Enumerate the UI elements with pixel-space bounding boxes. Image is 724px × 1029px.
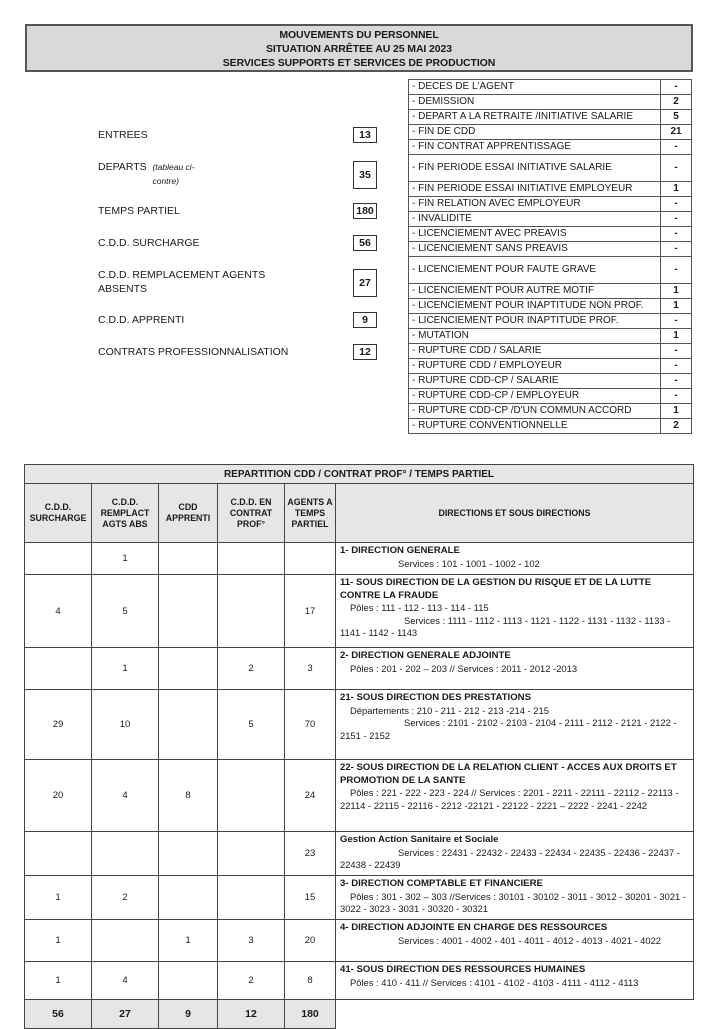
departs-row xyxy=(409,182,692,197)
header-scope: SERVICES SUPPORTS ET SERVICES DE PRODUCTION xyxy=(222,57,496,69)
direction-row xyxy=(25,760,694,832)
departs-reason: - RUPTURE CDD / SALARIE xyxy=(409,344,661,359)
departs-row xyxy=(409,284,692,299)
departs-reason: - LICENCIEMENT POUR FAUTE GRAVE xyxy=(409,257,661,284)
count-cell xyxy=(25,832,92,876)
direction-title: 4- DIRECTION ADJOINTE EN CHARGE DES RESSOURCES xyxy=(340,922,608,933)
direction-row xyxy=(25,575,694,648)
departs-row xyxy=(409,314,692,329)
departs-row xyxy=(409,197,692,212)
departs-reason: - INVALIDITE xyxy=(409,212,661,227)
direction-title: 2- DIRECTION GENERALE ADJOINTE xyxy=(340,650,511,661)
departs-count: 1 xyxy=(661,284,692,299)
count-cell: 1 xyxy=(25,920,92,962)
departs-row xyxy=(409,155,692,182)
direction-description xyxy=(336,920,694,962)
departs-reason: - FIN CONTRAT APPRENTISSAGE xyxy=(409,140,661,155)
direction-services: Services : 1111 - 1112 - 1113 - 1121 - 1122 - 1131 - 1132 - 1133 - 1141 - 1142 - 1143 xyxy=(340,614,671,638)
departs-row xyxy=(409,404,692,419)
departs-count: - xyxy=(661,155,692,182)
empty-cell xyxy=(336,1000,694,1029)
departs-count: 1 xyxy=(661,299,692,314)
count-cell xyxy=(25,543,92,575)
count-cell: 20 xyxy=(285,920,336,962)
direction-title: 11- SOUS DIRECTION DE LA GESTION DU RISQUE ET DE LA LUTTE CONTRE LA FRAUDE xyxy=(340,577,652,601)
direction-title: 21- SOUS DIRECTION DES PRESTATIONS xyxy=(340,692,532,703)
departs-row xyxy=(409,242,692,257)
departs-row xyxy=(409,299,692,314)
summary-value: 180 xyxy=(353,203,377,219)
summary-note: (tableau ci-contre) xyxy=(152,162,195,186)
departs-count: 1 xyxy=(661,182,692,197)
departs-count: 2 xyxy=(661,95,692,110)
departs-count: - xyxy=(661,140,692,155)
count-cell: 23 xyxy=(285,832,336,876)
count-cell xyxy=(159,876,218,920)
direction-title: Gestion Action Sanitaire et Sociale xyxy=(340,834,499,845)
count-cell xyxy=(159,575,218,648)
departs-row xyxy=(409,419,692,434)
direction-services: Pôles : 111 - 112 - 113 - 114 - 115 xyxy=(350,602,489,613)
count-cell xyxy=(159,648,218,690)
departs-reason: - DECES DE L'AGENT xyxy=(409,80,661,95)
column-header: DIRECTIONS ET SOUS DIRECTIONS xyxy=(336,484,694,543)
direction-description xyxy=(336,648,694,690)
count-cell: 8 xyxy=(285,962,336,1000)
direction-services: Services : 2101 - 2102 - 2103 - 2104 - 2111 - 2112 - 2121 - 2122 - 2151 - 2152 xyxy=(340,717,677,741)
departs-row xyxy=(409,227,692,242)
direction-description xyxy=(336,543,694,575)
direction-services: Services : 4001 - 4002 - 401 - 4011 - 4012 - 4013 - 4021 - 4022 xyxy=(398,934,662,946)
summary-label: C.D.D. REMPLACEMENT AGENTS ABSENTS xyxy=(98,269,266,295)
departs-reason: - LICENCIEMENT POUR INAPTITUDE PROF. xyxy=(409,314,661,329)
total-cell: 180 xyxy=(285,1000,336,1029)
departs-reason: - RUPTURE CDD / EMPLOYEUR xyxy=(409,359,661,374)
direction-services: Pôles : 201 - 202 – 203 // Services : 2011 - 2012 -2013 xyxy=(350,662,578,674)
departs-reason: - FIN DE CDD xyxy=(409,125,661,140)
departs-count: 1 xyxy=(661,404,692,419)
summary-label: TEMPS PARTIEL xyxy=(98,205,180,217)
departs-count: 1 xyxy=(661,329,692,344)
direction-row xyxy=(25,962,694,1000)
departs-count: - xyxy=(661,344,692,359)
direction-services: Pôles : 301 - 302 – 303 //Services : 30101 - 30102 - 3011 - 3012 - 30201 - 3021 - 3022 - 3023 - 3031 - 30320 - 30321 xyxy=(340,890,686,914)
direction-row xyxy=(25,648,694,690)
summary-label: ENTREES xyxy=(98,129,148,141)
count-cell xyxy=(218,876,285,920)
direction-description xyxy=(336,575,694,648)
departs-reason: - RUPTURE CDD-CP / EMPLOYEUR xyxy=(409,389,661,404)
direction-title: 3- DIRECTION COMPTABLE ET FINANCIERE xyxy=(340,878,543,889)
count-cell: 29 xyxy=(25,690,92,760)
count-cell: 2 xyxy=(92,876,159,920)
count-cell xyxy=(159,690,218,760)
departs-reason: - LICENCIEMENT SANS PREAVIS xyxy=(409,242,661,257)
departs-count: 5 xyxy=(661,110,692,125)
direction-description xyxy=(336,962,694,1000)
repartition-title: REPARTITION CDD / CONTRAT PROF° / TEMPS PARTIEL xyxy=(25,465,694,484)
total-cell: 56 xyxy=(25,1000,92,1029)
departs-count: - xyxy=(661,314,692,329)
direction-row xyxy=(25,832,694,876)
total-cell: 12 xyxy=(218,1000,285,1029)
departs-table xyxy=(408,79,692,434)
count-cell: 3 xyxy=(218,920,285,962)
summary-label: DEPARTS (tableau ci-contre) xyxy=(98,160,298,188)
count-cell xyxy=(218,760,285,832)
column-header: AGENTS A TEMPS PARTIEL xyxy=(285,484,336,543)
count-cell: 10 xyxy=(92,690,159,760)
departs-reason: - LICENCIEMENT POUR AUTRE MOTIF xyxy=(409,284,661,299)
count-cell: 3 xyxy=(285,648,336,690)
direction-title: 41- SOUS DIRECTION DES RESSOURCES HUMAINES xyxy=(340,964,586,975)
count-cell: 70 xyxy=(285,690,336,760)
departs-count: - xyxy=(661,359,692,374)
departs-count: 21 xyxy=(661,125,692,140)
departs-row xyxy=(409,110,692,125)
direction-title: 1- DIRECTION GENERALE xyxy=(340,545,460,556)
direction-description xyxy=(336,690,694,760)
count-cell: 20 xyxy=(25,760,92,832)
count-cell: 5 xyxy=(218,690,285,760)
summary-value: 12 xyxy=(353,344,377,360)
count-cell: 24 xyxy=(285,760,336,832)
summary-label: C.D.D. APPRENTI xyxy=(98,314,185,326)
departs-row xyxy=(409,344,692,359)
summary-value: 56 xyxy=(353,235,377,251)
count-cell xyxy=(159,543,218,575)
count-cell: 5 xyxy=(92,575,159,648)
direction-row xyxy=(25,876,694,920)
departs-row xyxy=(409,389,692,404)
count-cell: 1 xyxy=(92,543,159,575)
departs-reason: - FIN PERIODE ESSAI INITIATIVE EMPLOYEUR xyxy=(409,182,661,197)
direction-description xyxy=(336,832,694,876)
departs-row xyxy=(409,212,692,227)
total-cell: 9 xyxy=(159,1000,218,1029)
direction-title: 22- SOUS DIRECTION DE LA RELATION CLIENT - ACCES AUX DROITS ET PROMOTION DE LA SANTE xyxy=(340,762,677,786)
summary-label: C.D.D. SURCHARGE xyxy=(98,237,200,249)
count-cell: 2 xyxy=(218,648,285,690)
direction-row xyxy=(25,690,694,760)
count-cell xyxy=(285,543,336,575)
count-cell: 4 xyxy=(25,575,92,648)
count-cell: 17 xyxy=(285,575,336,648)
departs-reason: - DEMISSION xyxy=(409,95,661,110)
summary-value: 35 xyxy=(353,161,377,189)
departs-reason: - FIN RELATION AVEC EMPLOYEUR xyxy=(409,197,661,212)
count-cell xyxy=(159,962,218,1000)
count-cell xyxy=(92,920,159,962)
direction-services: Pôles : 221 - 222 - 223 - 224 // Services : 2201 - 2211 - 22111 - 22112 - 22113 - 22114 - 22115 - 22116 - 2212 -22121 - 22122 - 2221 – 2222 - 2241 - 2242 xyxy=(340,787,679,811)
header-date: SITUATION ARRÊTEE AU 25 MAI 2023 xyxy=(265,43,453,55)
count-cell: 2 xyxy=(218,962,285,1000)
totals-row xyxy=(25,1000,694,1029)
direction-row xyxy=(25,920,694,962)
column-header: C.D.D. SURCHARGE xyxy=(25,484,92,543)
summary-label: CONTRATS PROFESSIONNALISATION xyxy=(98,346,289,358)
count-cell: 1 xyxy=(25,876,92,920)
summary-value: 9 xyxy=(353,312,377,328)
direction-description xyxy=(336,876,694,920)
departs-count: - xyxy=(661,257,692,284)
departs-row xyxy=(409,374,692,389)
column-header: C.D.D. REMPLACT AGTS ABS xyxy=(92,484,159,543)
direction-services: Pôles : 410 - 411 // Services : 4101 - 4102 - 4103 - 4111 - 4112 - 4113 xyxy=(350,976,639,988)
departs-row xyxy=(409,140,692,155)
departs-count: - xyxy=(661,197,692,212)
count-cell: 15 xyxy=(285,876,336,920)
column-header: C.D.D. EN CONTRAT PROF° xyxy=(218,484,285,543)
count-cell: 4 xyxy=(92,760,159,832)
direction-services: Services : 101 - 1001 - 1002 - 102 xyxy=(398,557,540,569)
repartition-table xyxy=(24,464,694,1029)
direction-row xyxy=(25,543,694,575)
direction-services: Départements : 210 - 211 - 212 - 213 -214 - 215 xyxy=(350,704,549,716)
column-header: CDD APPRENTI xyxy=(159,484,218,543)
count-cell: 4 xyxy=(92,962,159,1000)
departs-count: - xyxy=(661,80,692,95)
direction-services: Services : 22431 - 22432 - 22433 - 22434 - 22435 - 22436 - 22437 - 22438 - 22439 xyxy=(340,846,680,870)
departs-reason: - RUPTURE CDD-CP /D'UN COMMUN ACCORD xyxy=(409,404,661,419)
count-cell: 1 xyxy=(159,920,218,962)
report-header xyxy=(25,24,693,72)
departs-row xyxy=(409,329,692,344)
departs-reason: - DEPART A LA RETRAITE /INITIATIVE SALARIE xyxy=(409,110,661,125)
header-title: MOUVEMENTS DU PERSONNEL xyxy=(279,29,439,41)
departs-reason: - RUPTURE CONVENTIONNELLE xyxy=(409,419,661,434)
count-cell xyxy=(218,543,285,575)
departs-row xyxy=(409,359,692,374)
summary-value: 13 xyxy=(353,127,377,143)
departs-count: - xyxy=(661,242,692,257)
total-cell: 27 xyxy=(92,1000,159,1029)
direction-description xyxy=(336,760,694,832)
summary-value: 27 xyxy=(353,269,377,297)
departs-row xyxy=(409,80,692,95)
departs-reason: - MUTATION xyxy=(409,329,661,344)
departs-count: - xyxy=(661,227,692,242)
count-cell xyxy=(92,832,159,876)
count-cell xyxy=(218,575,285,648)
departs-reason: - RUPTURE CDD-CP / SALARIE xyxy=(409,374,661,389)
departs-reason: - FIN PERIODE ESSAI INITIATIVE SALARIE xyxy=(409,155,661,182)
departs-row xyxy=(409,95,692,110)
count-cell xyxy=(25,648,92,690)
count-cell: 8 xyxy=(159,760,218,832)
departs-count: - xyxy=(661,374,692,389)
departs-count: - xyxy=(661,389,692,404)
departs-count: 2 xyxy=(661,419,692,434)
departs-count: - xyxy=(661,212,692,227)
departs-row xyxy=(409,257,692,284)
count-cell: 1 xyxy=(25,962,92,1000)
count-cell xyxy=(159,832,218,876)
departs-row xyxy=(409,125,692,140)
departs-reason: - LICENCIEMENT POUR INAPTITUDE NON PROF. xyxy=(409,299,661,314)
count-cell: 1 xyxy=(92,648,159,690)
count-cell xyxy=(218,832,285,876)
departs-reason: - LICENCIEMENT AVEC PREAVIS xyxy=(409,227,661,242)
